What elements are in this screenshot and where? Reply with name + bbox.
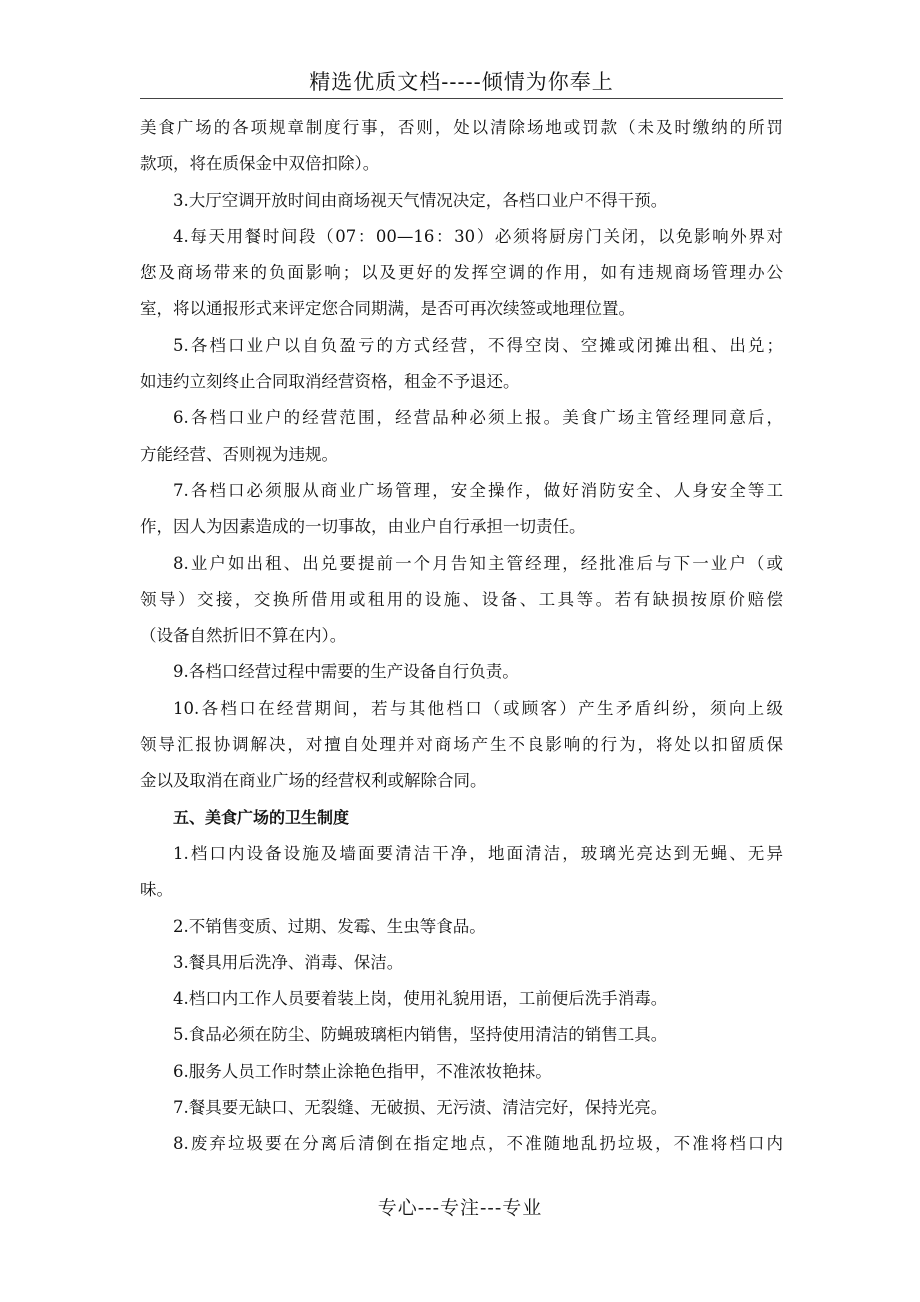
page-footer: 专心---专注---专业 xyxy=(377,1197,543,1219)
text-line: 9.各档口经营过程中需要的生产设备自行负责。 xyxy=(173,662,519,682)
text-line: 6.各档口业户的经营范围，经营品种必须上报。美食广场主管经理同意后， xyxy=(173,408,783,428)
text-line: 美食广场的各项规章制度行事，否则，处以清除场地或罚款（未及时缴纳的所罚 xyxy=(140,118,783,137)
text-line: 7.餐具要无缺口、无裂缝、无破损、无污渍、清洁完好，保持光亮。 xyxy=(173,1098,668,1118)
text-line: 2.不销售变质、过期、发霉、生虫等食品。 xyxy=(173,916,486,936)
text-line: 您及商场带来的负面影响；以及更好的发挥空调的作用，如有违规商场管理办公 xyxy=(140,263,783,283)
text-line: 3.大厅空调开放时间由商场视天气情况决定，各档口业户不得干预。 xyxy=(173,190,668,210)
text-line: 7.各档口必须服从商业广场管理，安全操作，做好消防安全、人身安全等工 xyxy=(173,480,783,500)
text-line: 3.餐具用后洗净、消毒、保洁。 xyxy=(173,952,404,972)
text-line: 如违约立刻终止合同取消经营资格，租金不予退还。 xyxy=(140,372,520,392)
section-heading: 五、美食广场的卫生制度 xyxy=(173,807,350,827)
text-line: 5.食品必须在防尘、防蝇玻璃柜内销售，坚持使用清洁的销售工具。 xyxy=(173,1025,668,1045)
text-line: 8.废弃垃圾要在分离后清倒在指定地点，不准随地乱扔垃圾，不准将档口内 xyxy=(173,1134,783,1154)
text-line: 领导）交接，交换所借用或租用的设施、设备、工具等。若有缺损按原价赔偿 xyxy=(140,589,783,609)
text-line: 作，因人为因素造成的一切事故，由业户自行承担一切责任。 xyxy=(140,517,586,537)
text-line: 金以及取消在商业广场的经营权利或解除合同。 xyxy=(140,771,487,791)
text-line: 方能经营、否则视为违规。 xyxy=(140,444,338,464)
text-line: 室，将以通报形式来评定您合同期满，是否可再次续签或地理位置。 xyxy=(140,299,635,319)
text-line: 6.服务人员工作时禁止涂艳色指甲，不准浓妆艳抹。 xyxy=(173,1061,552,1081)
page-header: 精选优质文档-----倾情为你奉上 xyxy=(309,70,614,94)
text-line: 1.档口内设备设施及墙面要清洁干净，地面清洁，玻璃光亮达到无蝇、无异 xyxy=(173,843,783,863)
text-line: （设备自然折旧不算在内）。 xyxy=(140,626,347,646)
header-divider xyxy=(140,98,783,99)
text-line: 10.各档口在经营期间，若与其他档口（或顾客）产生矛盾纠纷，须向上级 xyxy=(173,698,783,718)
text-line: 4.每天用餐时间段（07：00—16：30）必须将厨房门关闭，以免影响外界对 xyxy=(173,226,783,246)
text-line: 4.档口内工作人员要着装上岗，使用礼貌用语，工前便后洗手消毒。 xyxy=(173,989,668,1009)
text-line: 味。 xyxy=(140,880,173,900)
text-line: 5.各档口业户以自负盈亏的方式经营，不得空岗、空摊或闭摊出租、出兑； xyxy=(173,335,783,355)
document-body xyxy=(140,110,783,1163)
text-line: 领导汇报协调解决，对擅自处理并对商场产生不良影响的行为，将处以扣留质保 xyxy=(140,735,783,755)
text-line: 款项，将在质保金中双倍扣除）。 xyxy=(140,154,380,174)
text-line: 8.业户如出租、出兑要提前一个月告知主管经理，经批准后与下一业户（或 xyxy=(173,553,783,573)
